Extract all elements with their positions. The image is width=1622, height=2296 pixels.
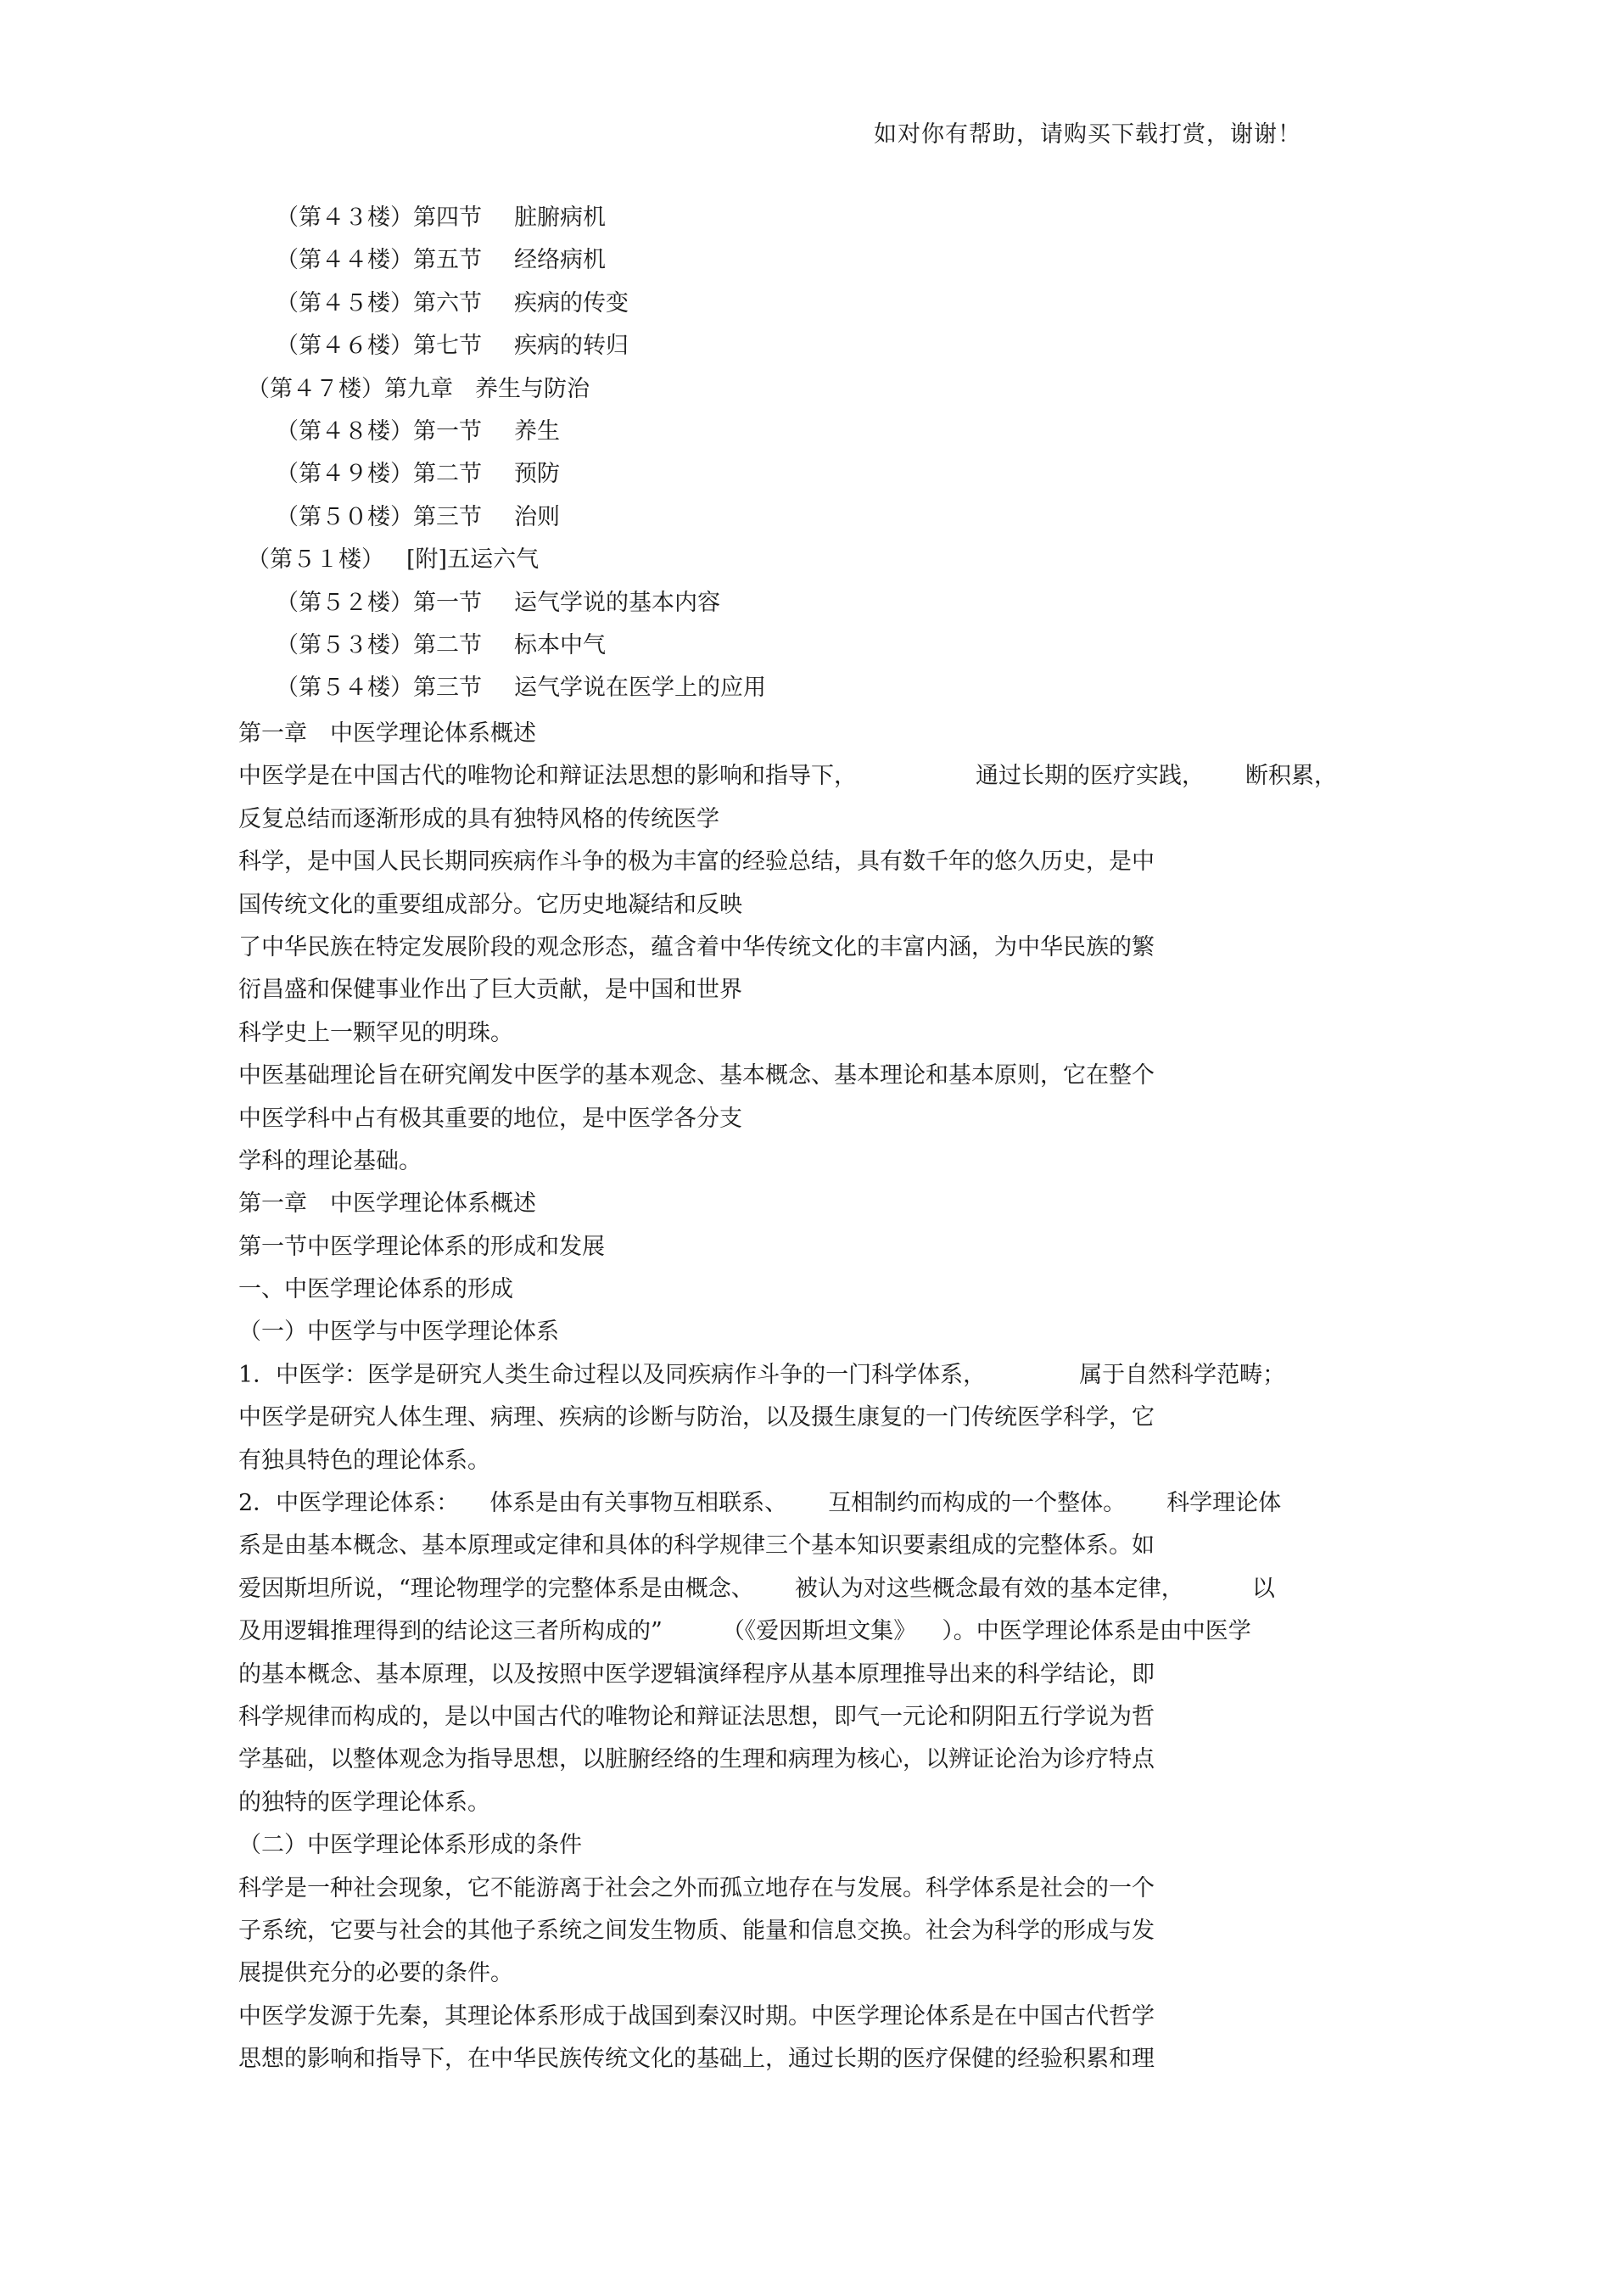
text-segment: 科学史上一颗罕见的明珠。 [238, 1019, 513, 1046]
toc-entry-label: 运气学说在医学上的应用 [514, 675, 766, 702]
toc-entry-label: 养生与防治 [475, 375, 590, 402]
text-segment: 中医学是在中国古代的唯物论和辩证法思想的影响和指导下， [238, 763, 857, 790]
text-segment: 有独具特色的理论体系。 [238, 1447, 490, 1474]
text-line [238, 1440, 1409, 1482]
text-segment: 第一章 中医学理论体系概述 [238, 720, 536, 747]
text-segment: 一、中医学理论体系的形成 [238, 1276, 513, 1303]
text-line [238, 1140, 1409, 1183]
text-segment: 爱因斯坦所说，“理论物理学的完整体系是由概念、 [238, 1575, 754, 1602]
text-line [238, 1910, 1409, 1952]
toc-entry-label: 标本中气 [514, 631, 606, 658]
text-line [238, 1055, 1409, 1097]
text-segment: 科学规律而构成的，是以中国古代的唯物论和辩证法思想，即气一元论和阴阳五行学说为哲 [238, 1703, 1155, 1730]
toc-entry [0, 411, 1622, 453]
toc-entry-label: 养生 [514, 417, 560, 445]
toc-entry-number: （第４６楼）第七节 [276, 333, 482, 360]
toc-entry-label: 脏腑病机 [514, 204, 606, 231]
text-line [238, 1183, 1409, 1225]
text-segment: 断积累， [1245, 763, 1337, 790]
text-line [238, 1952, 1409, 1995]
text-segment: 互相制约而构成的一个整体。 [828, 1490, 1127, 1517]
text-line [238, 841, 1409, 883]
toc-entry [0, 539, 1622, 581]
text-line [238, 927, 1409, 969]
text-line [238, 1996, 1409, 2038]
text-segment: 中医学科中占有极其重要的地位，是中医学各分支 [238, 1105, 742, 1132]
text-line [238, 1098, 1409, 1140]
text-segment: 及用逻辑推理得到的结论这三者所构成的” [238, 1618, 663, 1645]
text-line [238, 1311, 1409, 1353]
text-line [238, 1525, 1409, 1567]
text-line [238, 798, 1409, 841]
text-segment: 学科的理论基础。 [238, 1147, 422, 1174]
text-segment: （《爱因斯坦文集》 [721, 1618, 917, 1645]
toc-entry-number: （第４９楼）第二节 [276, 461, 482, 488]
text-line [238, 1610, 1409, 1653]
text-segment: 被认为对这些概念最有效的基本定律， [794, 1575, 1184, 1602]
text-line [238, 1226, 1409, 1268]
toc-entry-label: 疾病的传变 [514, 289, 629, 316]
text-line [238, 969, 1409, 1011]
toc-entry-label: 预防 [514, 461, 560, 488]
text-segment: 2．中医学理论体系： [238, 1490, 460, 1517]
text-segment: 中医基础理论旨在研究阐发中医学的基本观念、基本概念、基本理论和基本原则，它在整个 [238, 1062, 1155, 1089]
text-line [238, 1568, 1409, 1610]
text-segment: ）。中医学理论体系是由中医学 [942, 1618, 1251, 1645]
text-segment: 第一节中医学理论体系的形成和发展 [238, 1233, 605, 1260]
text-segment: 中医学发源于先秦，其理论体系形成于战国到秦汉时期。中医学理论体系是在中国古代哲学 [238, 2002, 1155, 2030]
text-line [238, 1696, 1409, 1739]
text-segment: 展提供充分的必要的条件。 [238, 1960, 513, 1987]
text-segment: 系是由基本概念、基本原理或定律和具体的科学规律三个基本知识要素组成的完整体系。如 [238, 1532, 1155, 1560]
text-line [238, 1482, 1409, 1525]
toc-entry-number: （第５０楼）第三节 [276, 503, 482, 530]
text-line [238, 713, 1409, 755]
text-line [238, 1354, 1409, 1397]
text-segment: 属于自然科学范畴； [1079, 1361, 1286, 1388]
text-line [238, 755, 1409, 798]
text-line [238, 2038, 1409, 2080]
text-segment: 的基本概念、基本原理，以及按照中医学逻辑演绎程序从基本原理推导出来的科学结论，即 [238, 1660, 1155, 1688]
toc-entry-label: [附]五运六气 [406, 546, 540, 574]
toc-entry [0, 368, 1622, 411]
text-line [238, 1268, 1409, 1311]
text-segment: 反复总结而逐渐形成的具有独特风格的传统医学 [238, 805, 719, 832]
text-segment: 学基础，以整体观念为指导思想，以脏腑经络的生理和病理为核心，以辨证论治为诊疗特点 [238, 1746, 1155, 1773]
toc-entry [0, 624, 1622, 667]
toc-entry-label: 运气学说的基本内容 [514, 589, 720, 616]
text-segment: 通过长期的医疗实践， [976, 763, 1205, 790]
toc-entry-number: （第５４楼）第三节 [276, 675, 482, 702]
toc-entry-label: 疾病的转归 [514, 333, 629, 360]
toc-entry [0, 496, 1622, 539]
text-segment: 了中华民族在特定发展阶段的观念形态，蕴含着中华传统文化的丰富内涵，为中华民族的繁 [238, 933, 1155, 960]
text-line [238, 1012, 1409, 1055]
text-segment: （二）中医学理论体系形成的条件 [238, 1832, 582, 1859]
text-segment: 1．中医学：医学是研究人类生命过程以及同疾病作斗争的一门科学体系， [238, 1361, 987, 1388]
text-segment: 国传统文化的重要组成部分。它历史地凝结和反映 [238, 891, 742, 918]
text-segment: 科学是一种社会现象，它不能游离于社会之外而孤立地存在与发展。科学体系是社会的一个 [238, 1874, 1155, 1901]
text-segment: 中医学是研究人体生理、病理、疾病的诊断与防治，以及摄生康复的一门传统医学科学，它 [238, 1404, 1155, 1431]
text-line [238, 1397, 1409, 1439]
toc-entry [0, 283, 1622, 325]
toc-entry [0, 325, 1622, 367]
toc-entry-label: 治则 [514, 503, 560, 530]
text-segment: 第一章 中医学理论体系概述 [238, 1190, 536, 1218]
toc-entry [0, 239, 1622, 282]
toc-entry-number: （第５２楼）第一节 [276, 589, 482, 616]
text-line [238, 1782, 1409, 1824]
text-segment: 科学，是中国人民长期同疾病作斗争的极为丰富的经验总结，具有数千年的悠久历史，是中 [238, 848, 1155, 876]
text-segment: 科学理论体 [1166, 1490, 1282, 1517]
text-line [238, 884, 1409, 927]
toc-entry-number: （第４５楼）第六节 [276, 289, 482, 316]
text-line [238, 1654, 1409, 1696]
toc-entry [0, 197, 1622, 239]
document-body [238, 713, 1409, 2081]
text-segment: 体系是由有关事物互相联系、 [489, 1490, 788, 1517]
text-segment: 衍昌盛和保健事业作出了巨大贡献，是中国和世界 [238, 977, 742, 1004]
toc-entry-number: （第４３楼）第四节 [276, 204, 482, 231]
text-segment: 的独特的医学理论体系。 [238, 1789, 490, 1816]
toc-entry-number: （第４７楼）第九章 [247, 375, 453, 402]
text-segment: 以 [1251, 1575, 1275, 1602]
toc-entry-number: （第５１楼） [247, 546, 384, 574]
text-segment: 思想的影响和指导下，在中华民族传统文化的基础上，通过长期的医疗保健的经验积累和理 [238, 2046, 1155, 2073]
table-of-contents [0, 197, 1622, 710]
text-line [238, 1868, 1409, 1910]
toc-entry-label: 经络病机 [514, 247, 606, 274]
toc-entry [0, 667, 1622, 709]
header-note: 如对你有帮助，请购买下载打赏，谢谢！ [874, 121, 1301, 148]
text-line [238, 1824, 1409, 1867]
toc-entry-number: （第４４楼）第五节 [276, 247, 482, 274]
text-segment: 子系统，它要与社会的其他子系统之间发生物质、能量和信息交换。社会为科学的形成与发 [238, 1917, 1155, 1944]
text-line [238, 1739, 1409, 1781]
toc-entry-number: （第５３楼）第二节 [276, 631, 482, 658]
toc-entry-number: （第４８楼）第一节 [276, 417, 482, 445]
toc-entry [0, 582, 1622, 624]
text-segment: （一）中医学与中医学理论体系 [238, 1319, 559, 1346]
toc-entry [0, 453, 1622, 496]
